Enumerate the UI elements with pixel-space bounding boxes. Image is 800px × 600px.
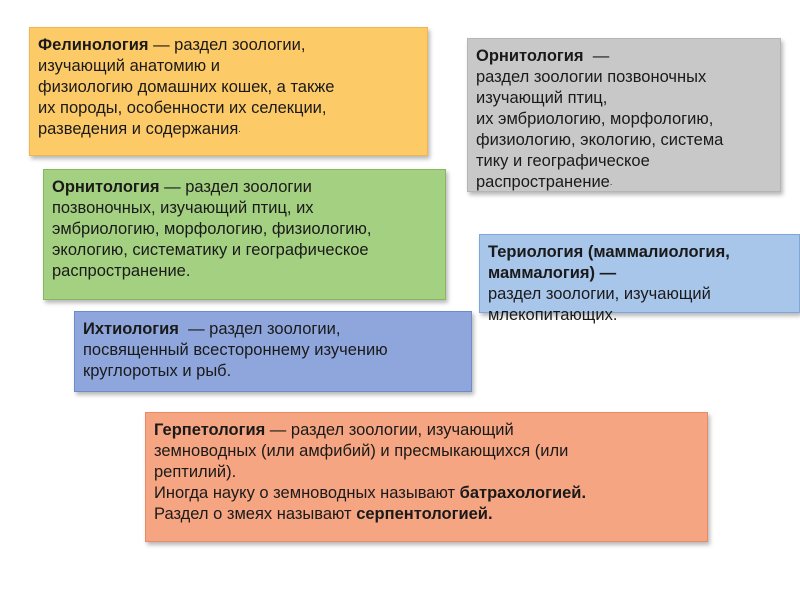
ornithology-gray-line-4: их эмбриологию, морфологию, — [476, 110, 714, 128]
ornithology-green-term: Орнитология — [52, 178, 160, 196]
herpetology-line-3: рептилий). — [154, 463, 237, 481]
theriology-term-line-2: маммалогия) — — [488, 264, 617, 282]
theriology-line-3: раздел зоологии, изучающий — [488, 285, 711, 303]
felinology-line-5: разведения и содержания. — [38, 120, 241, 138]
ornithology-gray-line-3: изучающий птиц, — [476, 89, 608, 107]
ornithology-gray-line-6: тику и географическое — [476, 152, 650, 170]
batrachology-term: батрахологией — [459, 484, 582, 502]
herpetology-line-5: Раздел о змеях называют серпентологией. — [154, 505, 493, 523]
theriology-line-4: млекопитающих. — [488, 306, 618, 324]
herpetology-line-4: Иногда науку о земноводных называют батрахологией. — [154, 484, 587, 502]
ichthyology-line-3: круглоротых и рыб. — [83, 362, 232, 380]
ornithology-green-line-3: эмбриологию, морфологию, физиологию, — [52, 220, 372, 238]
theriology-card — [479, 234, 800, 324]
ornithology-green-line-4: экологию, систематику и географическое — [52, 241, 369, 259]
ornithology-gray-line-1: Орнитология — — [476, 47, 610, 65]
ornithology-gray-line-2: раздел зоологии позвоночных — [476, 68, 707, 86]
ornithology-gray-line-7: распространение. — [476, 173, 613, 191]
ornithology-green-line-5: распространение. — [52, 262, 191, 280]
felinology-term: Фелинология — [38, 36, 149, 54]
felinology-line-4: их породы, особенности их селекции, — [38, 99, 327, 117]
ornithology-gray-term: Орнитология — [476, 47, 584, 65]
ornithology-gray-line-5: физиологию, экологию, система — [476, 131, 724, 149]
felinology-card — [29, 27, 428, 156]
ornithology-gray-card — [467, 38, 781, 192]
theriology-term-line-1: Териология (маммалиология, — [488, 243, 730, 261]
felinology-line-2: изучающий анатомию и — [38, 57, 220, 75]
herpetology-line-2: земноводных (или амфибий) и пресмыкающихся (или — [154, 442, 569, 460]
felinology-line-3: физиологию домашних кошек, а также — [38, 78, 335, 96]
herpetology-line-1: Герпетология — раздел зоологии, изучающий — [154, 421, 514, 439]
ichthyology-line-2: посвященный всестороннему изучению — [83, 341, 388, 359]
ichthyology-line-1: Ихтиология — раздел зоологии, — [83, 320, 341, 338]
serpentology-term: серпентологией. — [356, 505, 493, 523]
ornithology-green-card — [43, 169, 446, 300]
herpetology-term: Герпетология — [154, 421, 266, 439]
herpetology-card — [145, 412, 708, 542]
ornithology-green-line-2: позвоночных, изучающий птиц, их — [52, 199, 314, 217]
ichthyology-term: Ихтиология — [83, 320, 179, 338]
felinology-line-1: Фелинология — раздел зоологии, — [38, 36, 306, 54]
ichthyology-card — [74, 311, 472, 392]
ornithology-green-line-1: Орнитология — раздел зоологии — [52, 178, 312, 196]
